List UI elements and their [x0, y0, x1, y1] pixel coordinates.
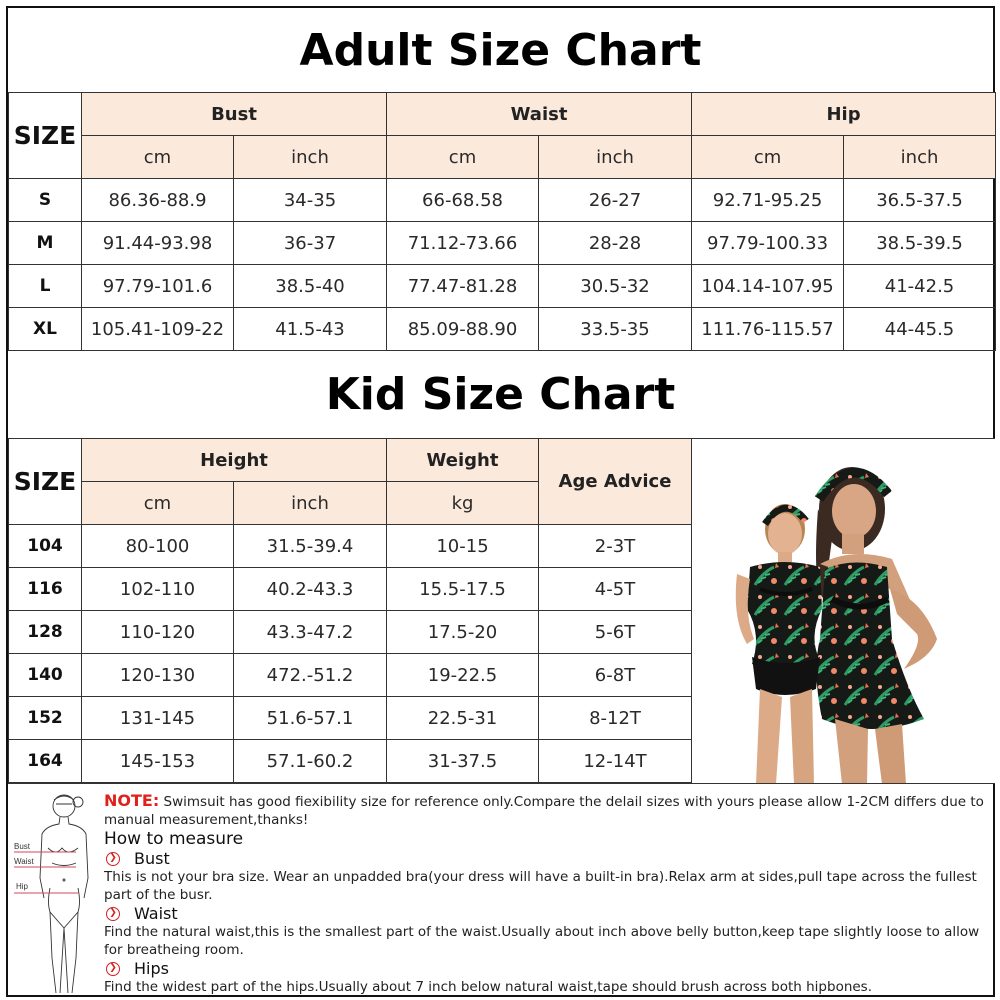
hip-header: Hip — [692, 93, 996, 136]
bust-header: Bust — [82, 93, 387, 136]
size-cell: 116 — [9, 568, 82, 611]
weight-kg-cell: 10-15 — [387, 525, 539, 568]
table-row — [9, 654, 692, 697]
unit-header: inch — [844, 136, 996, 179]
waist-cm-cell: 85.09-88.90 — [387, 308, 539, 351]
figure-label-bust: Bust — [14, 842, 31, 851]
chevron-right-icon: ❯ — [106, 907, 120, 921]
chevron-right-icon: ❯ — [106, 962, 120, 976]
figure-label-waist: Waist — [14, 857, 34, 866]
note-label: NOTE: — [104, 791, 160, 810]
waist-instructions: Find the natural waist,this is the smallest part of the waist.Usually about inch above belly button,keep tape slightly loose to allow for breatheing room. — [104, 924, 980, 958]
body-outline-icon — [12, 788, 102, 996]
weight-kg-cell: 22.5-31 — [387, 697, 539, 740]
bust-section-label: Bust — [134, 849, 170, 868]
size-cell: 128 — [9, 611, 82, 654]
body-measure-figure — [12, 788, 102, 996]
hip-cm-cell: 92.71-95.25 — [692, 179, 844, 222]
size-cell: S — [9, 179, 82, 222]
unit-header: cm — [387, 136, 539, 179]
age-cell: 6-8T — [539, 654, 692, 697]
unit-header: cm — [82, 136, 234, 179]
waist-section-title — [104, 904, 992, 923]
height-inch-cell: 43.3-47.2 — [234, 611, 387, 654]
height-cm-cell: 145-153 — [82, 740, 234, 783]
bust-inch-cell: 38.5-40 — [234, 265, 387, 308]
unit-header: cm — [692, 136, 844, 179]
waist-inch-cell: 30.5-32 — [539, 265, 692, 308]
unit-header: inch — [234, 136, 387, 179]
product-photo — [691, 438, 995, 783]
hip-inch-cell: 41-42.5 — [844, 265, 996, 308]
waist-inch-cell: 33.5-35 — [539, 308, 692, 351]
figure-label-hip: Hip — [16, 882, 29, 891]
waist-inch-cell: 28-28 — [539, 222, 692, 265]
table-row — [9, 525, 692, 568]
chevron-right-icon: ❯ — [106, 852, 120, 866]
waist-header: Waist — [387, 93, 692, 136]
unit-header: kg — [387, 482, 539, 525]
height-header: Height — [82, 439, 387, 482]
weight-kg-cell: 17.5-20 — [387, 611, 539, 654]
table-row — [9, 308, 996, 351]
height-cm-cell: 110-120 — [82, 611, 234, 654]
note-paragraph — [104, 792, 992, 829]
unit-header: cm — [82, 482, 234, 525]
age-cell: 5-6T — [539, 611, 692, 654]
age-cell: 2-3T — [539, 525, 692, 568]
waist-cm-cell: 71.12-73.66 — [387, 222, 539, 265]
weight-header: Weight — [387, 439, 539, 482]
height-inch-cell: 40.2-43.3 — [234, 568, 387, 611]
weight-kg-cell: 19-22.5 — [387, 654, 539, 697]
bust-cm-cell: 97.79-101.6 — [82, 265, 234, 308]
height-cm-cell: 120-130 — [82, 654, 234, 697]
waist-section-label: Waist — [134, 904, 178, 923]
size-cell: M — [9, 222, 82, 265]
hip-inch-cell: 44-45.5 — [844, 308, 996, 351]
size-cell: 164 — [9, 740, 82, 783]
size-cell: L — [9, 265, 82, 308]
table-row — [9, 265, 996, 308]
bust-inch-cell: 36-37 — [234, 222, 387, 265]
unit-header: inch — [234, 482, 387, 525]
age-cell: 4-5T — [539, 568, 692, 611]
bust-cm-cell: 91.44-93.98 — [82, 222, 234, 265]
hip-inch-cell: 36.5-37.5 — [844, 179, 996, 222]
size-cell: XL — [9, 308, 82, 351]
table-row — [9, 222, 996, 265]
hips-section-label: Hips — [134, 959, 169, 978]
height-cm-cell: 102-110 — [82, 568, 234, 611]
waist-cm-cell: 77.47-81.28 — [387, 265, 539, 308]
size-header: SIZE — [9, 93, 82, 179]
height-inch-cell: 472.-51.2 — [234, 654, 387, 697]
height-inch-cell: 57.1-60.2 — [234, 740, 387, 783]
height-cm-cell: 80-100 — [82, 525, 234, 568]
weight-kg-cell: 31-37.5 — [387, 740, 539, 783]
table-row — [9, 697, 692, 740]
weight-kg-cell: 15.5-17.5 — [387, 568, 539, 611]
bust-instructions: This is not your bra size. Wear an unpadded bra(your dress will have a built-in bra).Relax arm at sides,pull tape across the fullest part of the busr. — [104, 869, 977, 903]
swimsuit-models-image — [692, 439, 995, 783]
unit-header: inch — [539, 136, 692, 179]
hips-instructions: Find the widest part of the hips.Usually about 7 inch below natural waist,tape should brush across both hipbones. — [104, 979, 873, 995]
waist-cm-cell: 66-68.58 — [387, 179, 539, 222]
table-row — [9, 179, 996, 222]
bust-cm-cell: 105.41-109-22 — [82, 308, 234, 351]
hips-section-title — [104, 959, 992, 978]
hip-cm-cell: 104.14-107.95 — [692, 265, 844, 308]
size-cell: 140 — [9, 654, 82, 697]
notes-text — [104, 792, 992, 996]
hip-cm-cell: 111.76-115.57 — [692, 308, 844, 351]
kid-chart-title: Kid Size Chart — [325, 369, 676, 420]
age-cell: 8-12T — [539, 697, 692, 740]
bust-inch-cell: 41.5-43 — [234, 308, 387, 351]
size-cell: 104 — [9, 525, 82, 568]
height-inch-cell: 51.6-57.1 — [234, 697, 387, 740]
adult-size-table — [8, 92, 996, 351]
hip-inch-cell: 38.5-39.5 — [844, 222, 996, 265]
height-cm-cell: 131-145 — [82, 697, 234, 740]
how-to-measure-heading: How to measure — [104, 829, 244, 849]
size-cell: 152 — [9, 697, 82, 740]
age-cell: 12-14T — [539, 740, 692, 783]
age-advice-header: Age Advice — [539, 439, 692, 525]
bust-inch-cell: 34-35 — [234, 179, 387, 222]
kid-size-table — [8, 438, 692, 783]
size-header: SIZE — [9, 439, 82, 525]
table-row — [9, 740, 692, 783]
bust-section-title — [104, 849, 992, 868]
size-chart-sheet — [6, 6, 995, 997]
measurement-notes — [8, 783, 995, 997]
adult-chart-title: Adult Size Chart — [299, 25, 702, 76]
table-row — [9, 611, 692, 654]
note-text: Swimsuit has good fiexibility size for reference only.Compare the delail sizes with yours please allow 1-2CM differs due to manual measurement,thanks! — [104, 794, 984, 828]
hip-cm-cell: 97.79-100.33 — [692, 222, 844, 265]
table-row — [9, 568, 692, 611]
height-inch-cell: 31.5-39.4 — [234, 525, 387, 568]
bust-cm-cell: 86.36-88.9 — [82, 179, 234, 222]
waist-inch-cell: 26-27 — [539, 179, 692, 222]
